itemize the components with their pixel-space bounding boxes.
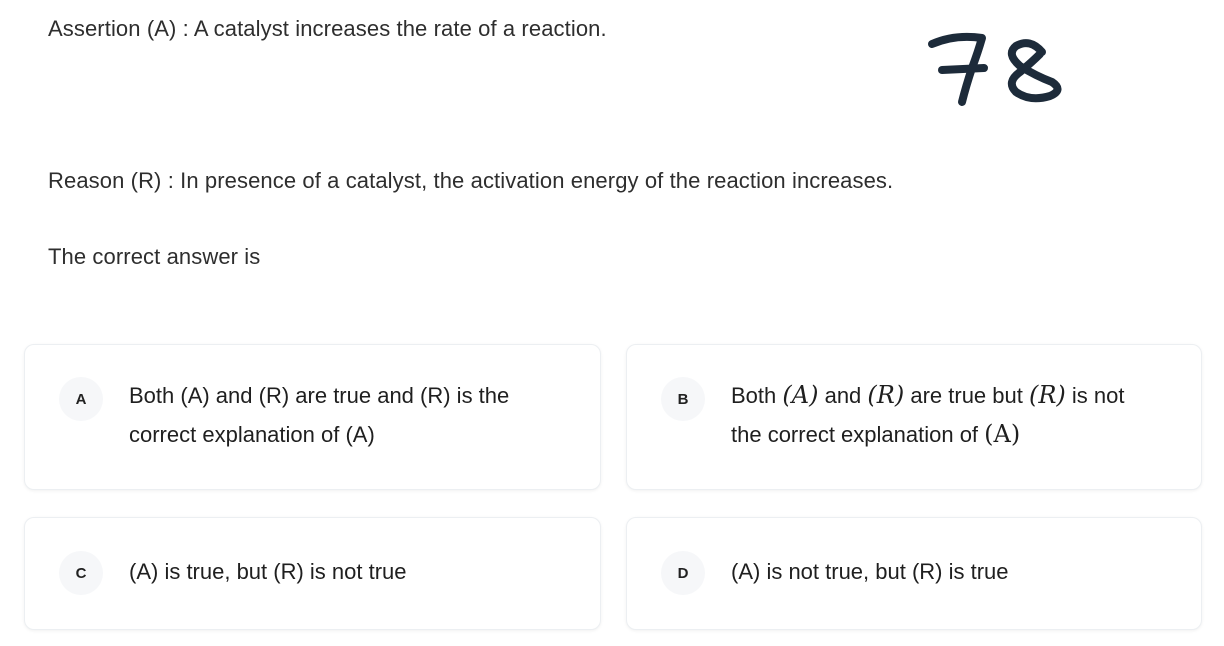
option-b-math-a: (A)	[782, 381, 819, 409]
option-b-word: is not	[1071, 383, 1125, 408]
assertion-text: Assertion (A) : A catalyst increases the rate of a reaction.	[48, 16, 607, 41]
option-b-line2	[731, 415, 1125, 454]
handwritten-number-78	[920, 22, 1070, 112]
option-d-text: (A) is not true, but (R) is true	[731, 559, 1009, 584]
option-c-card[interactable]	[24, 517, 601, 630]
option-d-badge: D	[661, 551, 705, 595]
option-b-math-r2: (R)	[1028, 381, 1066, 409]
option-c-badge: C	[59, 551, 103, 595]
option-d-card[interactable]	[626, 517, 1202, 630]
option-b-line1	[731, 376, 1125, 415]
option-a-badge: A	[59, 377, 103, 421]
option-b-math-a2: (A)	[984, 420, 1021, 448]
option-b-word: are true but	[910, 383, 1023, 408]
reason-text: Reason (R) : In presence of a catalyst, the activation energy of the reaction increases.	[48, 168, 894, 193]
option-b-word: Both	[731, 383, 777, 408]
option-a-line1: Both (A) and (R) are true and (R) is the	[129, 383, 510, 408]
option-a-text	[129, 376, 509, 454]
option-b-badge: B	[661, 377, 705, 421]
option-b-word: and	[824, 383, 862, 408]
question-prompt: The correct answer is	[48, 244, 261, 269]
option-c-text: (A) is true, but (R) is not true	[129, 559, 407, 584]
option-b-line2-text: the correct explanation of	[731, 422, 979, 447]
option-a-card[interactable]	[24, 344, 601, 490]
option-b-card[interactable]	[626, 344, 1202, 490]
option-b-text	[731, 376, 1125, 454]
option-a-line2: correct explanation of (A)	[129, 422, 375, 447]
option-b-math-r: (R)	[867, 381, 905, 409]
